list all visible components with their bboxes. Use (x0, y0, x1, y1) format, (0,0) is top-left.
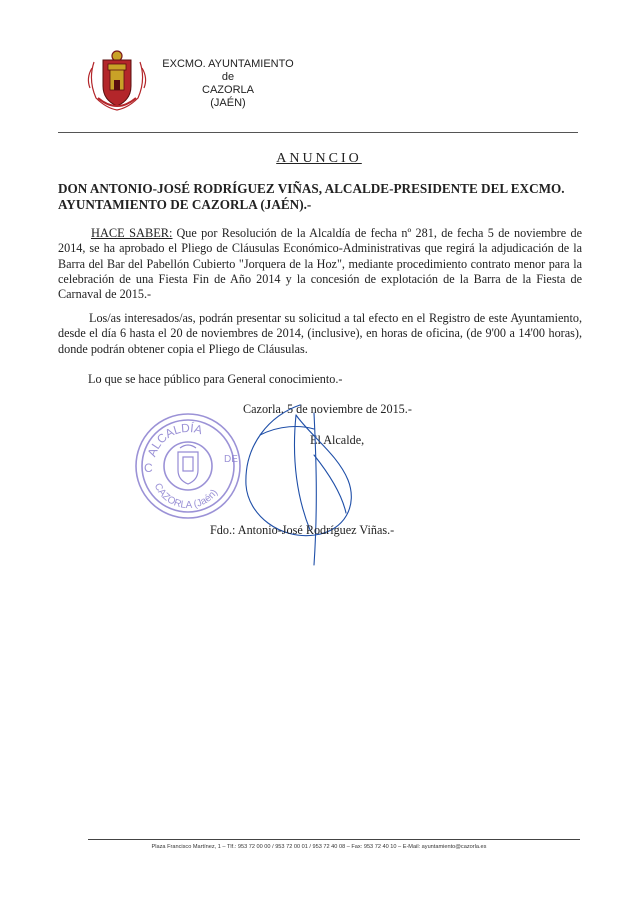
organization-name (158, 58, 298, 110)
paragraph-1-text: Que por Resolución de la Alcaldía de fecha nº 281, de fecha 5 de noviembre de 2014, se ha aprobado el Pliego de Cláusulas Económico-Administrativas que regirá la adjudicación de la Barra del Bar del Pabellón Cubierto "Jorquera de la Hoz", mediante procedimiento contrato menor para la celebración de una Fiesta Fin de Año 2014 y la concesión de explotación de la Barra de la Fiesta de Carnaval de 2015.- (58, 226, 582, 302)
paragraph-public-notice: Lo que se hace público para General conocimiento.- (88, 372, 343, 386)
header-divider (58, 132, 578, 133)
place-date: Cazorla, 5 de noviembre de 2015.- (243, 402, 412, 416)
stamp-text-left: C (144, 461, 153, 475)
org-line-4: (JAÉN) (210, 97, 246, 109)
stamp-text-bottom: CAZORLA (Jaén) (151, 481, 221, 512)
heading-line-1: DON ANTONIO-JOSÉ RODRÍGUEZ VIÑAS, ALCALDE-PRESIDENTE DEL EXCMO. (58, 181, 565, 196)
stamp-text-top: ALCALDÍA (144, 420, 205, 459)
coat-of-arms-logo (84, 48, 150, 112)
notice-heading (58, 181, 588, 213)
org-line-1: EXCMO. AYUNTAMIENTO (162, 58, 294, 70)
org-line-2: de (221, 71, 235, 83)
signer-name: Fdo.: Antonio-José Rodríguez Viñas.- (210, 523, 395, 537)
org-line-3: CAZORLA (202, 84, 254, 96)
paragraph-submission (58, 311, 582, 357)
official-stamp (132, 410, 244, 522)
signer-role: El Alcalde, (310, 433, 365, 447)
paragraph-resolution (58, 226, 582, 302)
footer-divider (88, 839, 580, 840)
handwritten-signature (230, 395, 380, 570)
paragraph-2-text: Los/as interesados/as, podrán presentar su solicitud a tal efecto en el Registro de este Ayuntamiento, desde el día 6 hasta el 20 de noviembres de 2014, (inclusive), en horas de oficina, (de 9'00 a 14'00 horas), donde podrán obtener copia el Pliego de Cláusulas. (58, 311, 582, 356)
notice-title: ANUNCIO (276, 151, 362, 166)
heading-line-2: AYUNTAMIENTO DE CAZORLA (JAÉN).- (58, 197, 312, 212)
hace-saber-label: HACE SABER: (91, 226, 173, 240)
footer-contact: Plaza Francisco Martínez, 1 – Tlf.: 953 72 00 00 / 953 72 00 01 / 953 72 40 08 – Fax: 953 72 40 10 – E-Mail: ayuntamiento@cazorla.es (151, 844, 487, 850)
stamp-text-right: DE (224, 454, 238, 465)
